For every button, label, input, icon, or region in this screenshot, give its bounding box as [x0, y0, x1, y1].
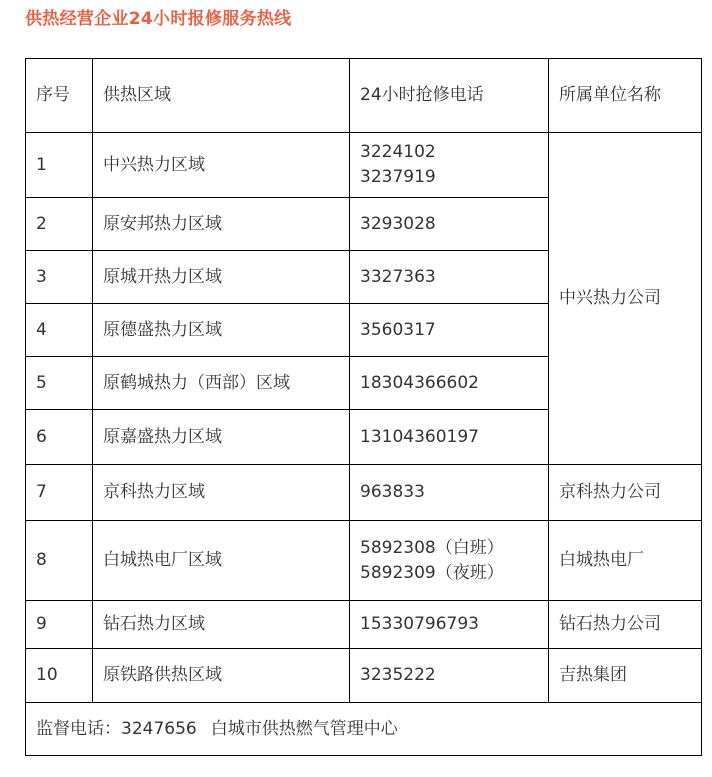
phone-cell — [350, 133, 549, 198]
row-number: 6 — [26, 410, 93, 465]
table-row — [26, 649, 702, 703]
area-cell: 原德盛热力区域 — [93, 304, 350, 357]
supervision-phone: 监督电话：3247656 — [36, 718, 197, 739]
unit-cell: 钻石热力公司 — [549, 601, 702, 649]
table-header-row — [26, 59, 702, 133]
row-number: 10 — [26, 649, 93, 703]
supervision-org: 白城市供热燃气管理中心 — [210, 718, 398, 739]
page-title: 供热经营企业24小时报修服务热线 — [25, 9, 292, 29]
row-number: 4 — [26, 304, 93, 357]
row-number: 5 — [26, 357, 93, 410]
unit-cell: 吉热集团 — [549, 649, 702, 703]
supervision-cell — [26, 703, 702, 756]
header-area: 供热区域 — [93, 59, 350, 133]
row-number: 9 — [26, 601, 93, 649]
area-cell: 原城开热力区域 — [93, 251, 350, 304]
row-number: 8 — [26, 521, 93, 601]
phone-number: 5892309（夜班） — [360, 562, 504, 583]
row-number: 7 — [26, 465, 93, 521]
phone-number: 3237919 — [360, 167, 436, 187]
area-cell: 中兴热力区域 — [93, 133, 350, 198]
area-cell: 原鹤城热力（西部）区域 — [93, 357, 350, 410]
row-number: 3 — [26, 251, 93, 304]
phone-cell: 15330796793 — [350, 601, 549, 649]
phone-cell: 3293028 — [350, 198, 549, 251]
table-row — [26, 601, 702, 649]
table-row — [26, 465, 702, 521]
row-number: 2 — [26, 198, 93, 251]
area-cell: 原嘉盛热力区域 — [93, 410, 350, 465]
phone-cell — [350, 521, 549, 601]
phone-cell: 3327363 — [350, 251, 549, 304]
area-cell: 钻石热力区域 — [93, 601, 350, 649]
phone-cell: 3560317 — [350, 304, 549, 357]
phone-cell: 963833 — [350, 465, 549, 521]
phone-number: 5892308（白班） — [360, 537, 504, 558]
table-footer-row — [26, 703, 702, 756]
area-cell: 白城热电厂区域 — [93, 521, 350, 601]
header-unit: 所属单位名称 — [549, 59, 702, 133]
phone-cell: 3235222 — [350, 649, 549, 703]
phone-number: 3224102 — [360, 142, 436, 162]
unit-cell: 京科热力公司 — [549, 465, 702, 521]
header-phone: 24小时抢修电话 — [350, 59, 549, 133]
phone-cell: 13104360197 — [350, 410, 549, 465]
header-no: 序号 — [26, 59, 93, 133]
phone-cell: 18304366602 — [350, 357, 549, 410]
hotline-table — [25, 58, 702, 756]
table-row — [26, 133, 702, 198]
area-cell: 京科热力区域 — [93, 465, 350, 521]
area-cell: 原安邦热力区域 — [93, 198, 350, 251]
unit-cell-merged: 中兴热力公司 — [549, 133, 702, 465]
row-number: 1 — [26, 133, 93, 198]
table-row — [26, 521, 702, 601]
unit-cell: 白城热电厂 — [549, 521, 702, 601]
area-cell: 原铁路供热区域 — [93, 649, 350, 703]
